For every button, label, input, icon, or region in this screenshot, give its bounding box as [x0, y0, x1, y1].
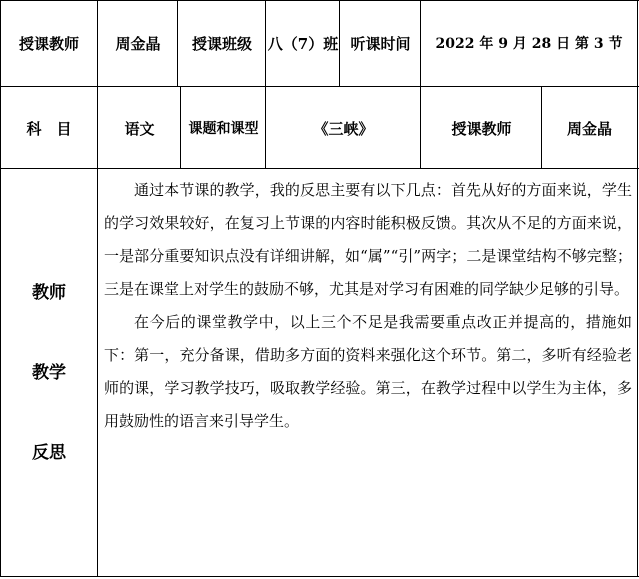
table-border-bottom	[0, 576, 639, 577]
second-teacher-label: 授课教师	[451, 119, 512, 138]
header-teacher-name: 周金晶	[115, 34, 161, 53]
subject-value: 语文	[124, 119, 155, 138]
subject-label: 科 目	[26, 119, 72, 138]
header-class-value: 八（7）班	[267, 34, 339, 53]
reflection-paragraph-2: 在今后的课堂教学中，以上三个不足是我需要重点改正并提高的，措施如下：第一，充分备课，借助多方面的资料来强化这个环节。第二，多听有经验老师的课，学习教学技巧，吸取教学经验。第三，在教学过程中以学生为主体，多用鼓励性的语言来引导学生。	[104, 313, 632, 430]
header-teacher-label: 授课教师	[18, 34, 79, 53]
second-teacher-name: 周金晶	[566, 119, 612, 138]
reflection-paragraph-1: 通过本节课的教学，我的反思主要有以下几点：首先从好的方面来说，学生的学习效果较好，在复习上节课的内容时能积极反馈。其次从不足的方面来说，一是部分重要知识点没有详细讲解，如“属”“引”两字；二是课堂结构不够完整；三是在课堂上对学生的鼓励不够，尤其是对学习有困难的同学缺少足够的引导。	[104, 181, 632, 298]
header-time-label: 听课时间	[350, 34, 411, 53]
topic-value: 《三峡》	[313, 119, 374, 138]
topic-label: 课题和课型	[188, 121, 259, 137]
reflection-side-label-1: 教师	[32, 283, 66, 303]
reflection-content	[98, 170, 636, 575]
reflection-side-label-3: 反思	[32, 443, 66, 463]
table-border-right	[637, 0, 638, 577]
reflection-side-label-2: 教学	[32, 363, 66, 383]
header-time-value: 2022 年 9 月 28 日 第 3 节	[435, 36, 623, 52]
header-class-label: 授课班级	[191, 34, 252, 53]
